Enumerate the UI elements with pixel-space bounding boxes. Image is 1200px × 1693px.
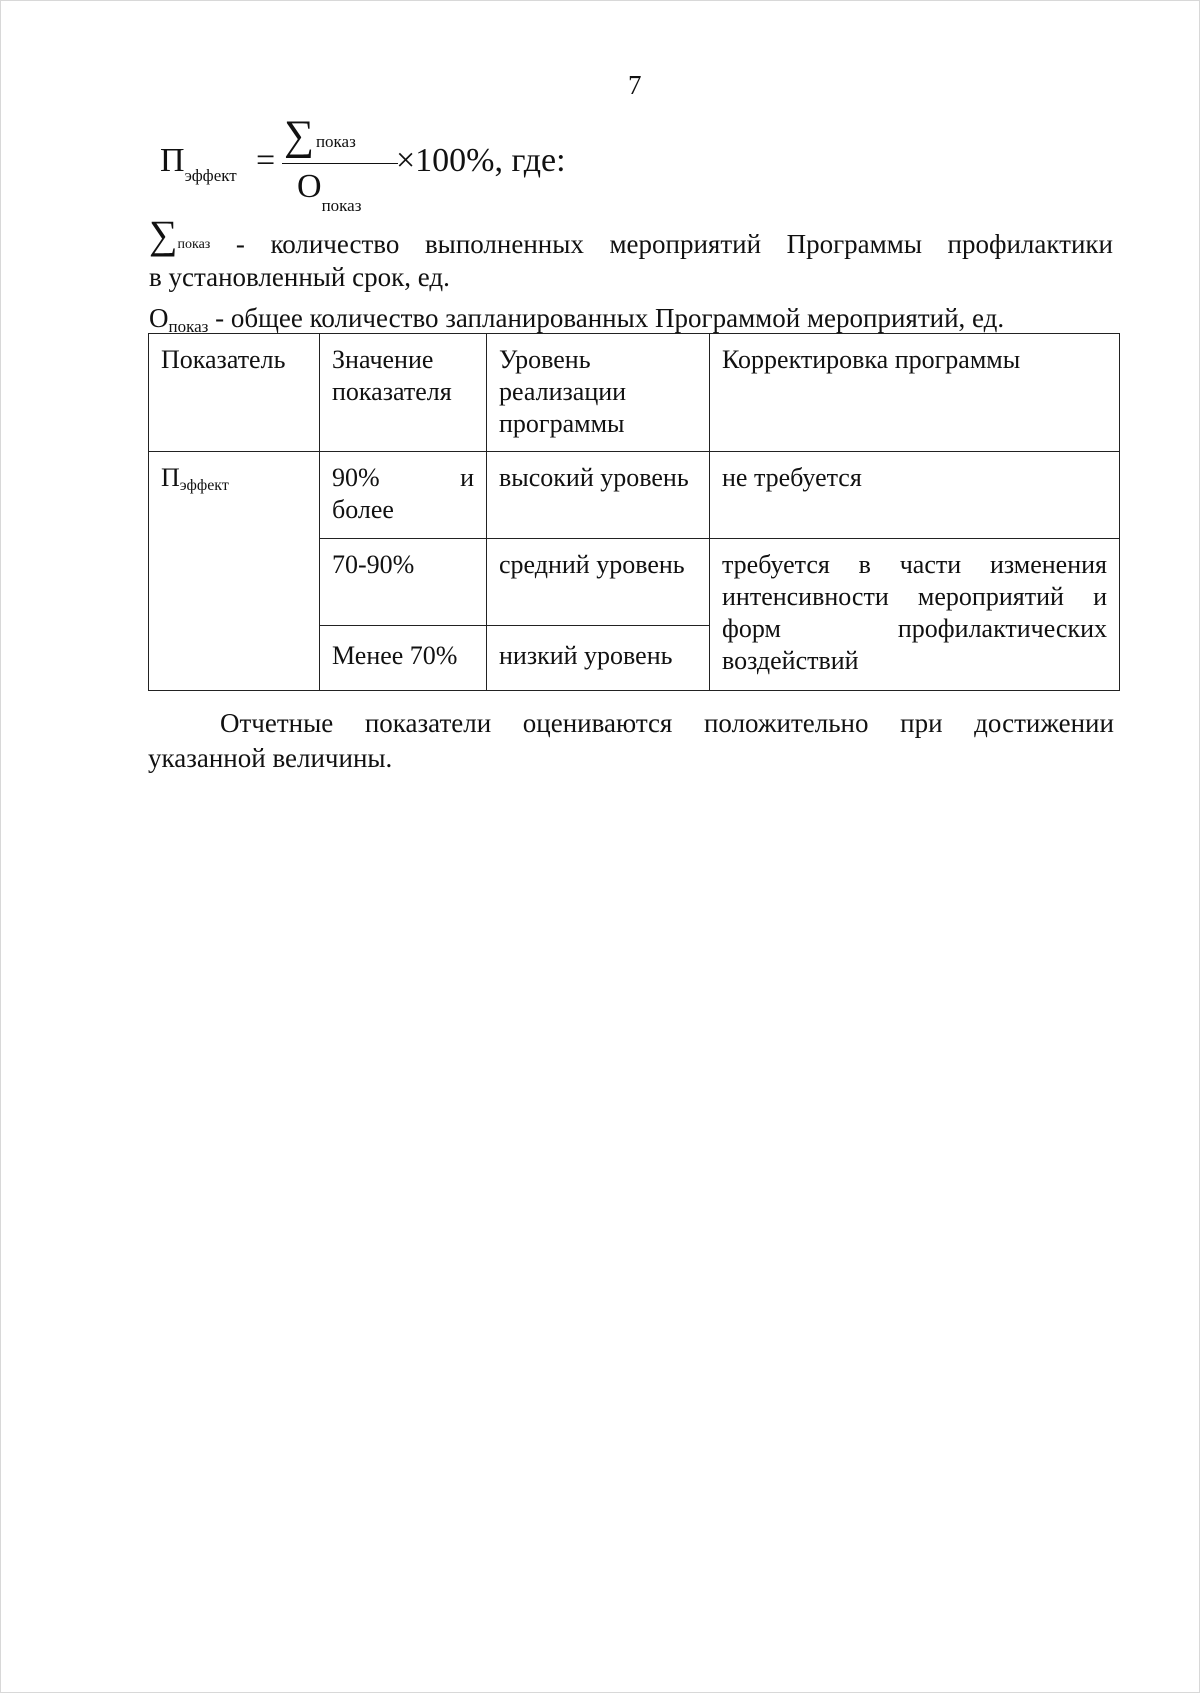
table-row [149, 452, 1120, 539]
value-c: более [332, 495, 394, 524]
formula-equals: = [256, 142, 276, 179]
closing-line1 [148, 706, 1114, 741]
formula-lhs [160, 142, 237, 185]
formula-lhs-sub: эффект [184, 166, 237, 185]
closing-word: показатели [364, 708, 492, 738]
formula-denominator [297, 168, 362, 215]
correction-line [722, 613, 1107, 645]
table-header-cell: Корректировка программы [710, 334, 1120, 452]
definition-sum-line1 [149, 212, 1113, 261]
definition-word: количество [270, 229, 400, 259]
value-a: 90% [332, 463, 380, 492]
formula-den-symbol: О [297, 168, 322, 205]
indicator-symbol: П [161, 463, 180, 492]
value-b: и [460, 463, 474, 492]
closing-paragraph [148, 706, 1114, 776]
closing-word: оцениваются [522, 708, 673, 738]
definition-word: профилактики [947, 229, 1113, 259]
definition-word: - [235, 229, 245, 259]
correction-word: профилактических [897, 614, 1107, 643]
definition-sum-sub: показ [177, 237, 211, 252]
correction-cell: не требуется [710, 452, 1120, 539]
correction-line: требуется в части изменения [722, 550, 1107, 579]
page-number: 7 [628, 70, 642, 100]
indicator-cell [149, 452, 320, 691]
value-cell [320, 452, 487, 539]
correction-word: форм [722, 614, 781, 643]
definition-word: Программы [786, 229, 922, 259]
correction-cell [710, 539, 1120, 691]
value-cell: Менее 70% [320, 626, 487, 691]
value-cell: 70-90% [320, 539, 487, 626]
closing-word: достижении [974, 708, 1114, 738]
sigma-symbol: ∑ [149, 212, 178, 257]
table-header-cell: Показатель [149, 334, 320, 452]
value-line [332, 462, 474, 494]
level-cell: низкий уровень [487, 626, 710, 691]
closing-line2: указанной величины. [148, 743, 393, 773]
sigma-symbol: ∑ [284, 113, 314, 159]
definition-sum-symbol [149, 212, 211, 261]
efficiency-formula [160, 112, 620, 215]
formula-num-sub: показ [315, 132, 356, 151]
level-cell: высокий уровень [487, 452, 710, 539]
formula-tail: ×100%, где: [396, 142, 566, 179]
formula-numerator [284, 112, 354, 160]
formula-lhs-symbol: П [160, 142, 185, 179]
definition-word: мероприятий [609, 229, 762, 259]
level-cell: средний уровень [487, 539, 710, 626]
correction-line: интенсивности мероприятий и [722, 582, 1107, 611]
definition-o-text: - общее количество запланированных Программой мероприятий, ед. [208, 303, 1005, 333]
efficiency-table [148, 333, 1120, 691]
closing-word: при [900, 708, 943, 738]
formula-den-sub: показ [321, 196, 362, 215]
definition-o-symbol: О [149, 303, 169, 333]
table-header-cell: Значение показателя [320, 334, 487, 452]
definition-sum [149, 212, 1113, 294]
definition-word: выполненных [424, 229, 584, 259]
table-header-cell: Уровень реализации программы [487, 334, 710, 452]
closing-word: положительно [703, 708, 869, 738]
correction-line: воздействий [722, 646, 859, 675]
indicator-sub: эффект [179, 477, 229, 494]
fraction-bar [282, 163, 398, 164]
table-header-row [149, 334, 1120, 452]
definition-sum-line2: в установленный срок, ед. [149, 262, 450, 292]
definition-o-sub: показ [168, 317, 209, 336]
closing-word: Отчетные [220, 708, 334, 738]
